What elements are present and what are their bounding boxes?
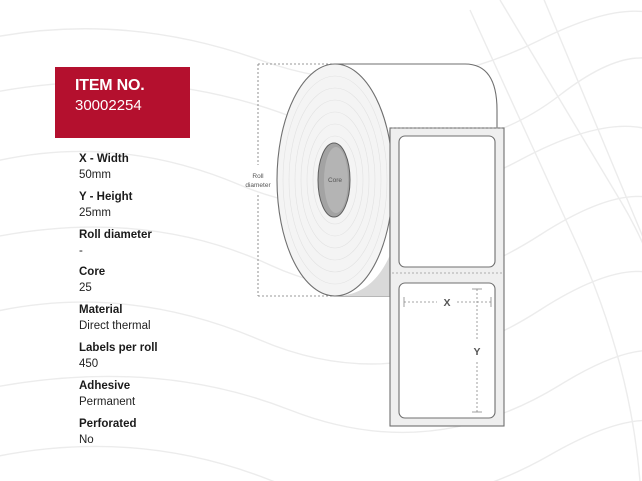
spec-label: Roll diameter xyxy=(79,228,152,241)
y-dimension-label: Y xyxy=(473,346,481,358)
core-label: Core xyxy=(327,177,343,184)
roll-diameter-label-line2: diameter xyxy=(245,182,271,189)
spec-label: Perforated xyxy=(79,417,137,430)
spec-label: Y - Height xyxy=(79,190,133,203)
spec-label: X - Width xyxy=(79,153,129,165)
x-dimension-label: X xyxy=(443,297,451,309)
label-1 xyxy=(399,136,495,267)
roll-diameter-label-line1: Roll xyxy=(252,173,264,180)
spec-label: Labels per roll xyxy=(79,341,158,354)
spec-value: Direct thermal xyxy=(79,320,151,333)
spec-label: Core xyxy=(79,266,106,279)
spec-label: Material xyxy=(79,304,123,317)
spec-value: No xyxy=(79,433,94,446)
spec-value: 450 xyxy=(79,357,99,370)
spec-label: Adhesive xyxy=(79,379,131,392)
spec-value: 25mm xyxy=(79,206,111,219)
spec-value: 50mm xyxy=(79,169,111,181)
spec-value: - xyxy=(79,244,83,257)
spec-value: 25 xyxy=(79,282,92,295)
spec-value: Permanent xyxy=(79,395,136,408)
item-number-title: ITEM NO. xyxy=(75,77,145,94)
item-number-value: 30002254 xyxy=(75,97,142,114)
